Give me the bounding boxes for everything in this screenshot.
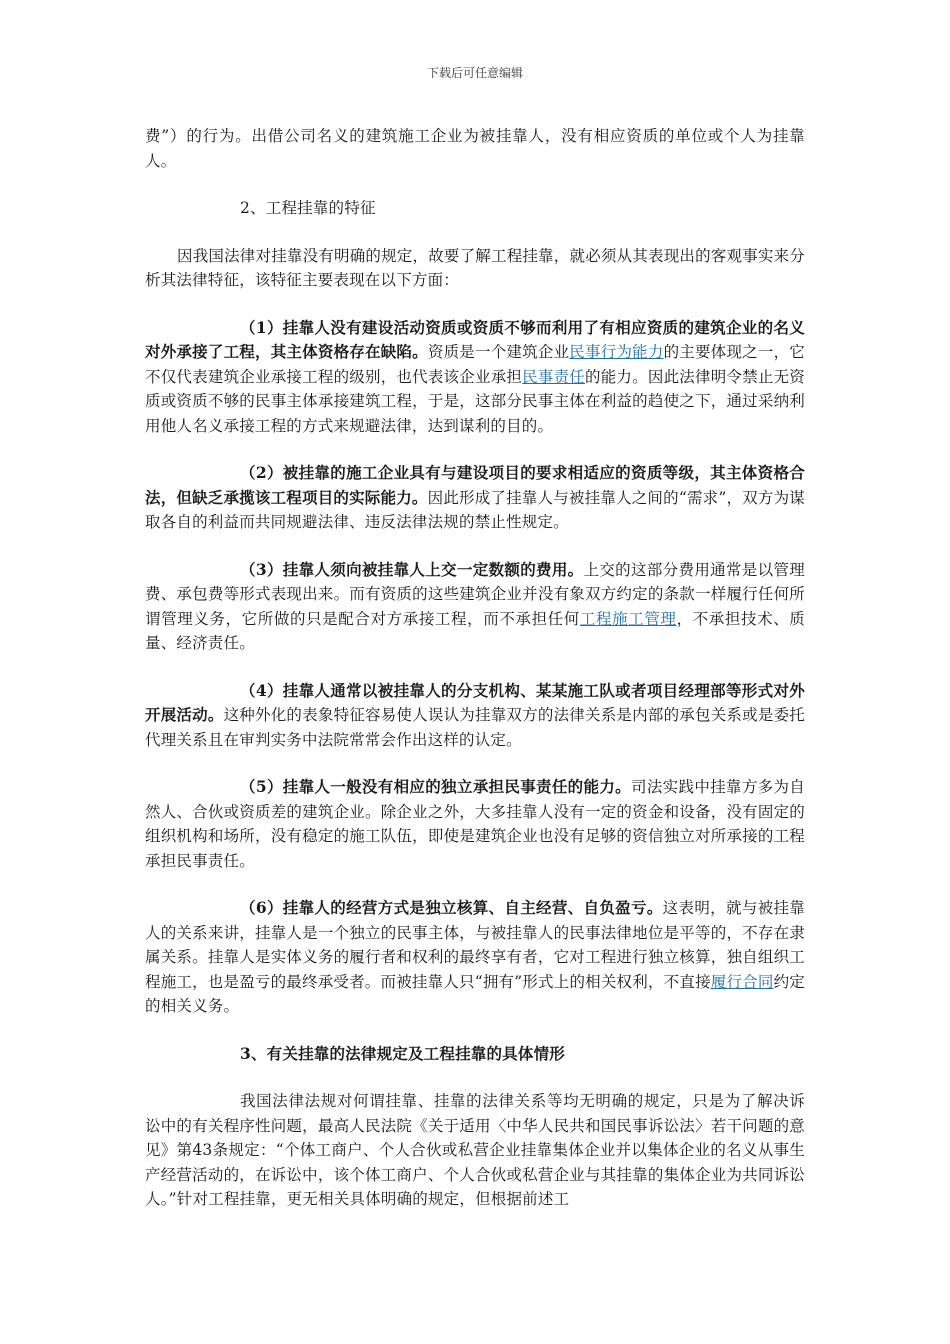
feature-3-text-a: 上交的这部分费用通常是以管理费、承包费等形式表现出来。而有资质的这些建筑企业并没有象双方约定的条款一样履行任何所谓管理义务，它所做的只是配合对方承接工程，而不承担任何 [145, 560, 805, 628]
feature-6-title: （6）挂靠人的经营方式是独立核算、自主经营、自负盈亏。 [240, 898, 663, 917]
feature-1-text-a: 资质是一个建筑企业 [427, 343, 570, 361]
link-civil-liability[interactable]: 民事责任 [522, 367, 585, 386]
feature-3-text-b: ，不承担技术、质量、经济责任。 [145, 609, 806, 652]
feature-6-text-a: 这表明，就与被挂靠人的关系来讲，挂靠人是一个独立的民事主体，与被挂靠人的民事法律地位是平等的，不存在隶属关系。挂靠人是实体义务的履行者和权利的最终享有者，它对工程进行独立核算，独自组织工程施工，也是盈亏的最终承受者。而被挂靠人只“拥有”形式上的相关权利，不直接 [145, 899, 806, 991]
section-heading-2: 2、工程挂靠的特征 [240, 199, 376, 217]
paragraph-feature-intro: 因我国法律对挂靠没有明确的规定，故要了解工程挂靠，就必须从其表现出的客观事实来分析其法律特征，该特征主要表现在以下方面： [145, 246, 806, 289]
document-body [145, 124, 805, 1212]
feature-1-text-c: 的能力。因此法律明令禁止无资质或资质不够的民事主体承接建筑工程，于是，这部分民事主体在利益的趋使之下，通过采纳利用他人名义承接工程的方式来规避法律，达到谋利的目的。 [145, 367, 805, 435]
feature-6-text-b: 约定的相关义务。 [145, 972, 805, 1015]
paragraph-feature-1 [145, 316, 805, 439]
paragraph-intro: 费”）的行为。出借公司名义的建筑施工企业为被挂靠人，没有相应资质的单位或个人为挂靠人。 [145, 127, 805, 170]
paragraph-legal-provisions: 我国法律法规对何谓挂靠、挂靠的法律关系等均无明确的规定，只是为了解决诉讼中的有关程序性问题，最高人民法院《关于适用〈中华人民共和国民事诉讼法〉若干问题的意见》第43条规定：“个体工商户、个人合伙或私营企业挂靠集体企业并以集体企业的名义从事生产经营活动的，在诉讼中，该个体工商户、个人合伙或私营企业与其挂靠的集体企业为共同诉讼人。”针对工程挂靠，更无相关具体明确的规定，但根据前述工 [145, 1092, 805, 1208]
feature-4-text: 这种外化的表象特征容易使人误认为挂靠双方的法律关系是内部的承包关系或是委托代理关系且在审判实务中法院常常会作出这样的认定。 [145, 706, 805, 749]
page-header: 下载后可任意编辑 [426, 66, 523, 80]
paragraph-feature-3 [145, 558, 805, 656]
paragraph-feature-6 [145, 896, 805, 1019]
feature-1-text-b: 的主要体现之一，它不仅代表建筑企业承接工程的级别，也代表该企业承担 [145, 343, 806, 386]
feature-4-title: （4）挂靠人通常以被挂靠人的分支机构、某某施工队或者项目经理部等形式对外开展活动。 [145, 680, 805, 724]
paragraph-feature-5 [145, 775, 805, 873]
paragraph-feature-4 [145, 679, 805, 753]
feature-3-title: （3）挂靠人须向被挂靠人上交一定数额的费用。 [240, 559, 584, 579]
feature-5-title: （5）挂靠人一般没有相应的独立承担民事责任的能力。 [240, 777, 632, 796]
feature-2-text: 因此形成了挂靠人与被挂靠人之间的“需求”，双方为谋取各自的利益而共同规避法律、违反法律法规的禁止性规定。 [145, 488, 805, 531]
paragraph-feature-2 [145, 461, 805, 535]
feature-1-title: （1）挂靠人没有建设活动资质或资质不够而利用了有相应资质的建筑企业的名义对外承接了工程，其主体资格存在缺陷。 [145, 317, 805, 361]
section-heading-3: 3、有关挂靠的法律规定及工程挂靠的具体情形 [240, 1043, 565, 1063]
link-civil-capacity[interactable]: 民事行为能力 [569, 343, 664, 361]
link-contract-performance[interactable]: 履行合同 [710, 972, 774, 991]
feature-2-title: （2）被挂靠的施工企业具有与建设项目的要求相适应的资质等级，其主体资格合法，但缺乏承揽该工程项目的实际能力。 [145, 463, 805, 507]
link-construction-management[interactable]: 工程施工管理 [579, 609, 677, 628]
feature-5-text: 司法实践中挂靠方多为自然人、合伙或资质差的建筑企业。除企业之外，大多挂靠人没有一定的资金和设备，没有固定的组织机构和场所，没有稳定的施工队伍，即使是建筑企业也没有足够的资信独立对所承接的工程承担民事责任。 [145, 778, 806, 870]
